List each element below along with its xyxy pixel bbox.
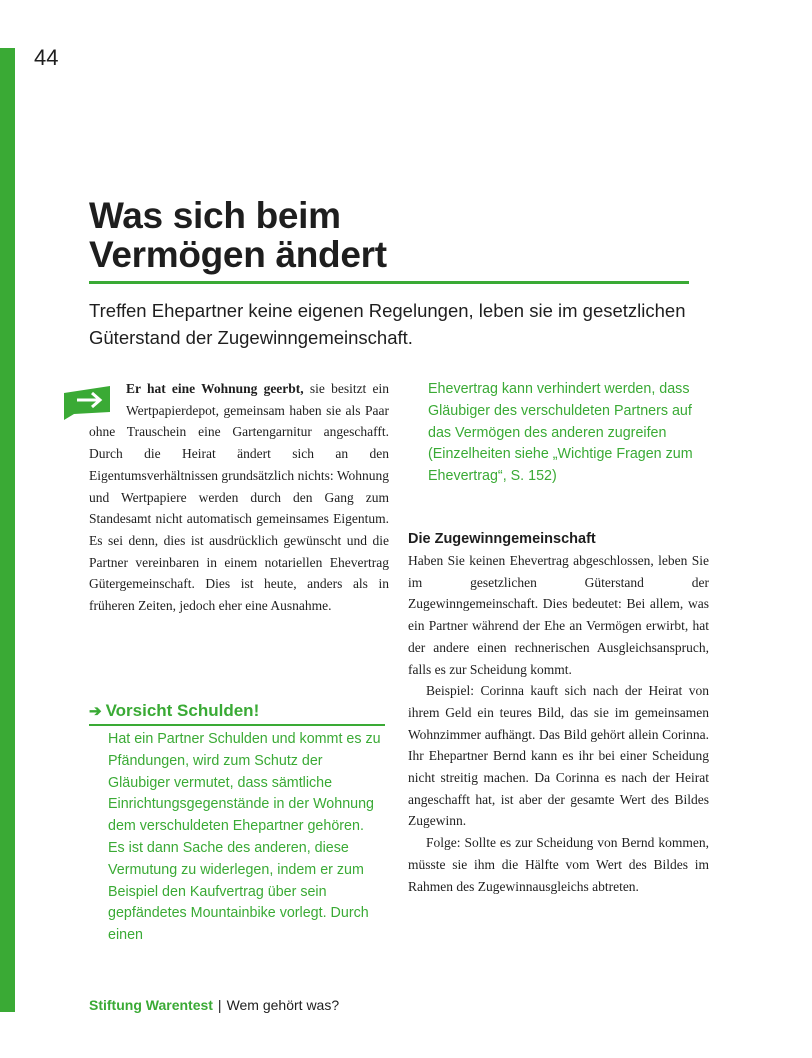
section-body bbox=[408, 550, 709, 897]
section-paragraph: Beispiel: Corinna kauft sich nach der Heirat von ihrem Geld ein teures Bild, das sie im gemeinsamen Wohnzimmer aufhängt. Das Bild gehört allein Corinna. Ihr Ehepartner Bernd kann es ihr bei einer Scheidung nicht streitig machen. Da Corinna es nach der Heirat angeschafft hat, ist aber der gesamte Wert des Bildes Zugewinn. bbox=[408, 683, 709, 829]
page-title bbox=[89, 196, 689, 274]
footer-separator: | bbox=[217, 997, 222, 1013]
footer-brand: Stiftung Warentest bbox=[89, 997, 213, 1013]
page-number: 44 bbox=[34, 45, 59, 70]
section-paragraph: Folge: Sollte es zur Scheidung von Bernd kommen, müsste sie ihm die Hälfte vom Wert des Bildes im Rahmen des Zugewinnausgleichs abtreten. bbox=[408, 835, 709, 894]
section-paragraph: Haben Sie keinen Ehevertrag abgeschlossen, leben Sie im gesetzlichen Güterstand der Zugewinngemeinschaft. Dies bedeutet: Bei allem, was ein Partner während der Ehe an Vermögen erwirbt, hat der andere einen rechnerischen Ausgleichsanspruch, falls es zur Scheidung kommt. bbox=[408, 553, 709, 677]
warning-text-continued: Ehevertrag kann verhindert werden, dass Gläubiger des verschuldeten Partners auf das Vermögen des anderen zugreifen (Einzelheiten siehe „Wichtige Fragen zum Ehevertrag“, S. 152) bbox=[428, 381, 693, 485]
arrow-right-icon: ➔ bbox=[89, 703, 102, 720]
intro-lead-in: Er hat eine Wohnung geerbt, bbox=[126, 381, 304, 396]
footer-book-title: Wem gehört was? bbox=[226, 997, 340, 1013]
title-divider bbox=[89, 281, 689, 284]
intro-text bbox=[89, 378, 389, 617]
lead-paragraph: Treffen Ehepartner keine eigenen Regelungen, leben sie im gesetzlichen Güterstand der Zugewinngemeinschaft. bbox=[89, 300, 686, 348]
intro-body: sie besitzt ein Wertpapierdepot, gemeinsam haben sie als Paar ohne Trauschein eine Gartengarnitur angeschafft. Durch die Heirat ändert sich an den Eigentumsverhältnissen grundsätzlich nichts: Wohnung und Wertpapiere werden durch den Gang zum Standesamt nicht automatisch gemeinsames Eigentum. Es sei denn, dies ist ausdrücklich gewünscht und die Partner vereinbaren in einem notariellen Ehevertrag Gütergemeinschaft. Dies ist heute, anders als in früheren Zeiten, jedoch eher eine Ausnahme. bbox=[89, 381, 389, 614]
warning-heading bbox=[89, 700, 385, 726]
page-footer bbox=[89, 995, 339, 1015]
page-title-line-2: Vermögen ändert bbox=[89, 234, 387, 275]
warning-text: Hat ein Partner Schulden und kommt es zu Pfändungen, wird zum Schutz der Gläubiger vermutet, dass sämtliche Einrichtungsgegenstände in der Wohnung dem verschuldeten Ehepartner gehören. Es ist dann Sache des anderen, diese Vermutung zu widerlegen, indem er zum Beispiel den Kaufvertrag über sein gepfändetes Mountainbike vorlegt. Durch einen bbox=[108, 731, 381, 944]
warning-title: Vorsicht Schulden! bbox=[105, 701, 260, 720]
page-title-line-1: Was sich beim bbox=[89, 195, 341, 236]
green-side-bar bbox=[0, 48, 15, 1012]
section-heading: Die Zugewinngemeinschaft bbox=[408, 531, 596, 547]
